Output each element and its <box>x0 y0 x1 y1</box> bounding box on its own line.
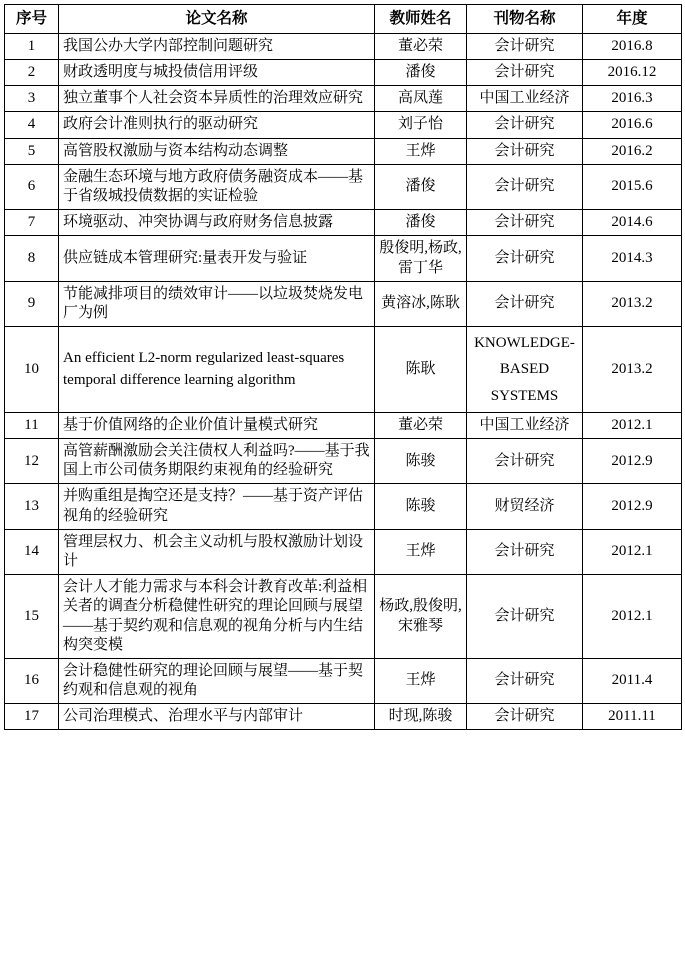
cell-journal: KNOWLEDGE-BASED SYSTEMS <box>467 327 583 413</box>
cell-index: 7 <box>5 210 59 236</box>
publications-table <box>4 4 682 730</box>
cell-index: 16 <box>5 658 59 703</box>
cell-author: 陈耿 <box>375 327 467 413</box>
cell-index: 1 <box>5 33 59 59</box>
table-row <box>5 138 682 164</box>
cell-author: 陈骏 <box>375 484 467 529</box>
column-header-journal: 刊物名称 <box>467 5 583 34</box>
cell-author: 董必荣 <box>375 412 467 438</box>
cell-title: 会计稳健性研究的理论回顾与展望——基于契约观和信息观的视角 <box>59 658 375 703</box>
table-body <box>5 33 682 730</box>
table-row <box>5 412 682 438</box>
cell-year: 2016.2 <box>583 138 682 164</box>
cell-title: 政府会计准则执行的驱动研究 <box>59 112 375 138</box>
table-row <box>5 60 682 86</box>
cell-journal: 会计研究 <box>467 112 583 138</box>
cell-year: 2013.2 <box>583 281 682 326</box>
cell-author: 时现,陈骏 <box>375 704 467 730</box>
table-row <box>5 575 682 659</box>
cell-title: 基于价值网络的企业价值计量模式研究 <box>59 412 375 438</box>
column-header-year: 年度 <box>583 5 682 34</box>
column-header-index: 序号 <box>5 5 59 34</box>
cell-year: 2012.1 <box>583 412 682 438</box>
table-row <box>5 529 682 574</box>
cell-title: 金融生态环境与地方政府债务融资成本——基于省级城投债数据的实证检验 <box>59 164 375 209</box>
cell-journal: 会计研究 <box>467 575 583 659</box>
cell-index: 13 <box>5 484 59 529</box>
cell-year: 2016.12 <box>583 60 682 86</box>
cell-year: 2016.6 <box>583 112 682 138</box>
cell-title: 并购重组是掏空还是支持？——基于资产评估视角的经验研究 <box>59 484 375 529</box>
cell-author: 黄溶冰,陈耿 <box>375 281 467 326</box>
cell-year: 2011.11 <box>583 704 682 730</box>
cell-title: 会计人才能力需求与本科会计教育改革:利益相关者的调查分析稳健性研究的理论回顾与展望——基于契约观和信息观的视角分析与内生结构突变模 <box>59 575 375 659</box>
cell-author: 董必荣 <box>375 33 467 59</box>
cell-index: 3 <box>5 86 59 112</box>
cell-index: 6 <box>5 164 59 209</box>
table-row <box>5 210 682 236</box>
cell-title: 我国公办大学内部控制问题研究 <box>59 33 375 59</box>
cell-index: 14 <box>5 529 59 574</box>
table-row <box>5 86 682 112</box>
cell-title: 公司治理模式、治理水平与内部审计 <box>59 704 375 730</box>
table-row <box>5 484 682 529</box>
cell-title: 高管薪酬激励会关注债权人利益吗?——基于我国上市公司债务期限约束视角的经验研究 <box>59 439 375 484</box>
cell-year: 2011.4 <box>583 658 682 703</box>
cell-author: 潘俊 <box>375 60 467 86</box>
cell-journal: 中国工业经济 <box>467 86 583 112</box>
cell-year: 2013.2 <box>583 327 682 413</box>
cell-year: 2012.9 <box>583 484 682 529</box>
table-header <box>5 5 682 34</box>
cell-year: 2016.8 <box>583 33 682 59</box>
cell-year: 2012.9 <box>583 439 682 484</box>
cell-journal: 会计研究 <box>467 281 583 326</box>
table-row <box>5 112 682 138</box>
cell-index: 4 <box>5 112 59 138</box>
cell-title: 节能减排项目的绩效审计——以垃圾焚烧发电厂为例 <box>59 281 375 326</box>
cell-journal: 会计研究 <box>467 33 583 59</box>
cell-index: 15 <box>5 575 59 659</box>
cell-index: 9 <box>5 281 59 326</box>
cell-year: 2012.1 <box>583 529 682 574</box>
column-header-author: 教师姓名 <box>375 5 467 34</box>
cell-journal: 财贸经济 <box>467 484 583 529</box>
cell-index: 12 <box>5 439 59 484</box>
table-row <box>5 439 682 484</box>
table-row <box>5 164 682 209</box>
cell-year: 2015.6 <box>583 164 682 209</box>
cell-title: 供应链成本管理研究:量表开发与验证 <box>59 236 375 281</box>
cell-author: 杨政,殷俊明,宋雅琴 <box>375 575 467 659</box>
cell-author: 潘俊 <box>375 164 467 209</box>
cell-journal: 中国工业经济 <box>467 412 583 438</box>
cell-author: 陈骏 <box>375 439 467 484</box>
cell-index: 17 <box>5 704 59 730</box>
cell-author: 殷俊明,杨政,雷丁华 <box>375 236 467 281</box>
table-row <box>5 658 682 703</box>
column-header-title: 论文名称 <box>59 5 375 34</box>
table-row <box>5 281 682 326</box>
cell-author: 刘子怡 <box>375 112 467 138</box>
cell-journal: 会计研究 <box>467 439 583 484</box>
cell-index: 2 <box>5 60 59 86</box>
cell-index: 8 <box>5 236 59 281</box>
cell-index: 10 <box>5 327 59 413</box>
cell-year: 2014.3 <box>583 236 682 281</box>
cell-author: 王烨 <box>375 529 467 574</box>
cell-year: 2014.6 <box>583 210 682 236</box>
table-header-row <box>5 5 682 34</box>
cell-author: 高凤莲 <box>375 86 467 112</box>
cell-year: 2016.3 <box>583 86 682 112</box>
cell-journal: 会计研究 <box>467 210 583 236</box>
cell-title: 财政透明度与城投债信用评级 <box>59 60 375 86</box>
cell-index: 11 <box>5 412 59 438</box>
table-row <box>5 704 682 730</box>
cell-journal: 会计研究 <box>467 529 583 574</box>
table-row <box>5 327 682 413</box>
cell-author: 王烨 <box>375 138 467 164</box>
cell-journal: 会计研究 <box>467 164 583 209</box>
cell-title: An efficient L2-norm regularized least-squares temporal difference learning algorithm <box>59 327 375 413</box>
cell-title: 管理层权力、机会主义动机与股权激励计划设计 <box>59 529 375 574</box>
cell-index: 5 <box>5 138 59 164</box>
cell-title: 环境驱动、冲突协调与政府财务信息披露 <box>59 210 375 236</box>
cell-journal: 会计研究 <box>467 138 583 164</box>
cell-author: 王烨 <box>375 658 467 703</box>
table-row <box>5 236 682 281</box>
table-row <box>5 33 682 59</box>
cell-journal: 会计研究 <box>467 704 583 730</box>
cell-title: 高管股权激励与资本结构动态调整 <box>59 138 375 164</box>
cell-author: 潘俊 <box>375 210 467 236</box>
cell-journal: 会计研究 <box>467 60 583 86</box>
cell-year: 2012.1 <box>583 575 682 659</box>
cell-journal: 会计研究 <box>467 658 583 703</box>
cell-title: 独立董事个人社会资本异质性的治理效应研究 <box>59 86 375 112</box>
cell-journal: 会计研究 <box>467 236 583 281</box>
